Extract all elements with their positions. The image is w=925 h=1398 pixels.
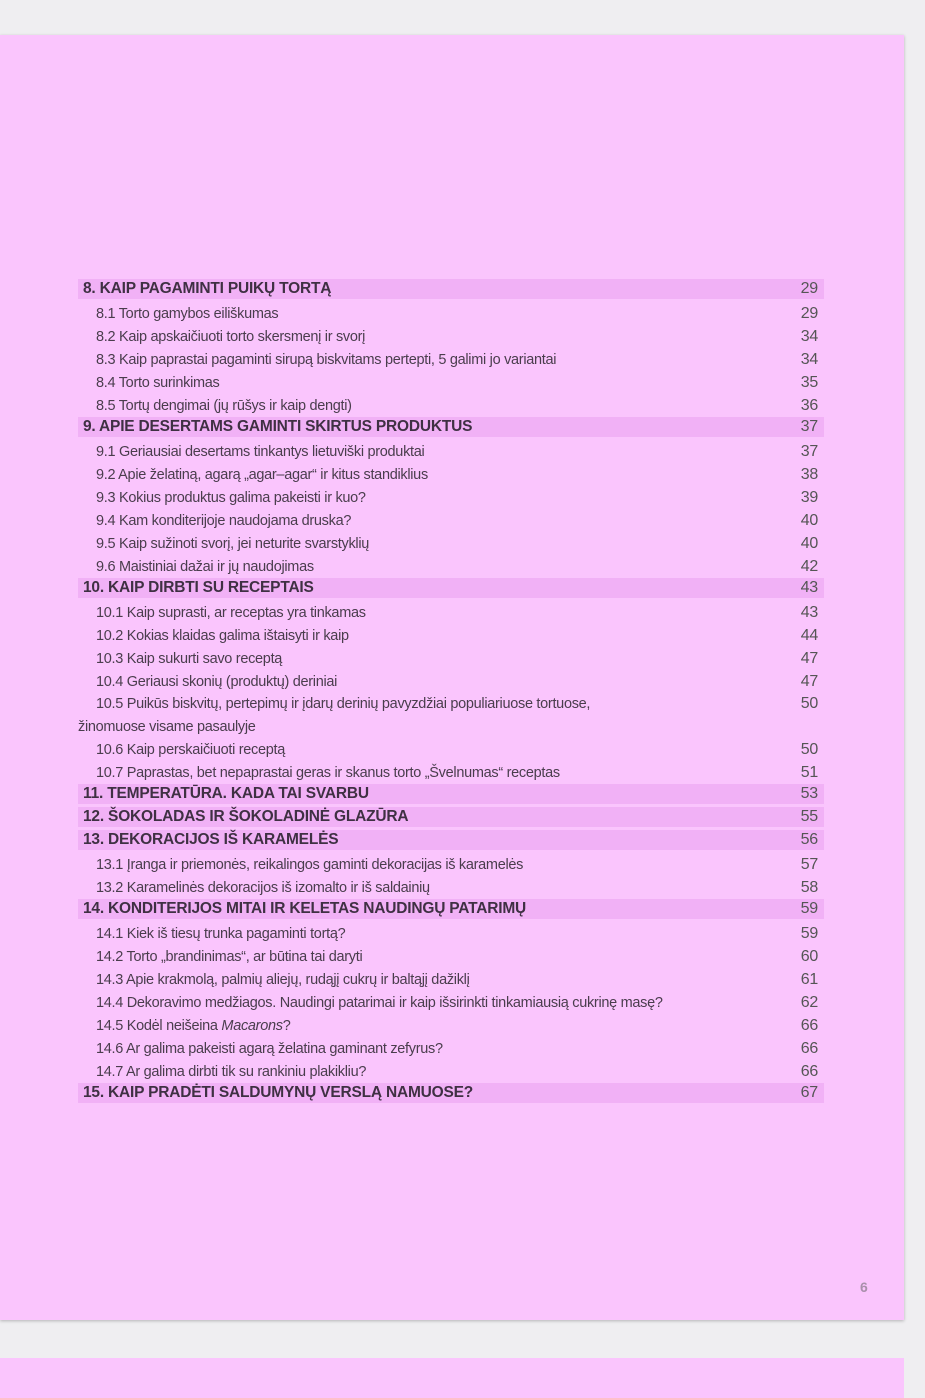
toc-page-number: 59 xyxy=(800,900,818,917)
toc-chapter-title: 8. KAIP PAGAMINTI PUIKŲ TORTĄ xyxy=(83,280,332,297)
toc-section-title: 8.1 Torto gamybos eiliškumas xyxy=(96,305,279,322)
toc-section-title: 13.2 Karamelinės dekoracijos iš izomalto ir iš saldainių xyxy=(96,879,430,896)
toc-section-title: 10.7 Paprastas, bet nepaprastai geras ir skanus torto „Švelnumas“ receptas xyxy=(96,764,560,781)
toc-chapter-row[interactable] xyxy=(78,1083,824,1103)
toc-page-number: 43 xyxy=(800,579,818,596)
toc-section-row[interactable] xyxy=(78,486,824,509)
toc-chapter-title: 9. APIE DESERTAMS GAMINTI SKIRTUS PRODUKTUS xyxy=(83,418,473,435)
toc-chapter-title: 14. KONDITERIJOS MITAI IR KELETAS NAUDINGŲ PATARIMŲ xyxy=(83,900,527,917)
toc-section-row[interactable] xyxy=(78,440,824,463)
toc-page-number: 37 xyxy=(800,442,818,460)
toc-section-row[interactable] xyxy=(78,601,824,624)
toc-page-number: 40 xyxy=(800,534,818,552)
toc-section-title: 9.3 Kokius produktus galima pakeisti ir kuo? xyxy=(96,489,366,506)
toc-section-title: 9.2 Apie želatiną, agarą „agar–agar“ ir kitus standiklius xyxy=(96,466,428,483)
next-page-edge xyxy=(0,1358,904,1398)
toc-page-number: 35 xyxy=(800,373,818,391)
toc-section-row[interactable] xyxy=(78,968,824,991)
toc-section-row[interactable] xyxy=(78,922,824,945)
toc-section-title: 10.2 Kokias klaidas galima ištaisyti ir kaip xyxy=(96,627,349,644)
toc-section-title: 10.6 Kaip perskaičiuoti receptą xyxy=(96,741,285,758)
table-of-contents xyxy=(78,279,824,1106)
toc-page-number: 50 xyxy=(800,740,818,758)
toc-page-number: 43 xyxy=(800,603,818,621)
toc-page-number: 66 xyxy=(800,1062,818,1080)
toc-section-row[interactable] xyxy=(78,463,824,486)
toc-section-title: 8.2 Kaip apskaičiuoti torto skersmenį ir svorį xyxy=(96,328,366,345)
toc-chapter-title: 12. ŠOKOLADAS IR ŠOKOLADINĖ GLAZŪRA xyxy=(83,808,409,825)
toc-page-number: 34 xyxy=(800,327,818,345)
toc-page-number: 34 xyxy=(800,350,818,368)
toc-section-row[interactable] xyxy=(78,693,824,738)
toc-page-number: 67 xyxy=(800,1084,818,1101)
toc-section-row[interactable] xyxy=(78,325,824,348)
toc-section-row[interactable] xyxy=(78,532,824,555)
toc-chapter-title: 10. KAIP DIRBTI SU RECEPTAIS xyxy=(83,579,314,596)
toc-page-number: 40 xyxy=(800,511,818,529)
toc-page-number: 38 xyxy=(800,465,818,483)
toc-section-row[interactable] xyxy=(78,738,824,761)
toc-page-number: 61 xyxy=(800,970,818,988)
toc-chapter-row[interactable] xyxy=(78,899,824,919)
toc-page-number: 29 xyxy=(800,280,818,297)
toc-page-number: 55 xyxy=(800,808,818,825)
toc-section-row[interactable] xyxy=(78,761,824,784)
toc-section-title: 8.5 Tortų dengimai (jų rūšys ir kaip dengti) xyxy=(96,397,352,414)
toc-section-row[interactable] xyxy=(78,647,824,670)
toc-section-row[interactable] xyxy=(78,394,824,417)
toc-chapter-title: 11. TEMPERATŪRA. KADA TAI SVARBU xyxy=(83,785,369,802)
toc-section-row[interactable] xyxy=(78,991,824,1014)
toc-page-number: 66 xyxy=(800,1016,818,1034)
toc-section-title: 14.2 Torto „brandinimas“, ar būtina tai daryti xyxy=(96,948,363,965)
toc-section-title xyxy=(78,693,798,738)
toc-section-title: 9.1 Geriausiai desertams tinkantys lietuviški produktai xyxy=(96,443,425,460)
toc-chapter-row[interactable] xyxy=(78,578,824,598)
toc-page-number: 47 xyxy=(800,649,818,667)
toc-section-row[interactable] xyxy=(78,876,824,899)
toc-section-row[interactable] xyxy=(78,1014,824,1037)
toc-section-title: 10.3 Kaip sukurti savo receptą xyxy=(96,650,283,667)
toc-page-number: 66 xyxy=(800,1039,818,1057)
toc-section-title: 13.1 Įranga ir priemonės, reikalingos gaminti dekoracijas iš karamelės xyxy=(96,856,524,873)
toc-chapter-row[interactable] xyxy=(78,807,824,827)
toc-page-number: 29 xyxy=(800,304,818,322)
toc-page-number: 47 xyxy=(800,672,818,690)
toc-page-number: 62 xyxy=(800,993,818,1011)
toc-section-title: 14.7 Ar galima dirbti tik su rankiniu plakikliu? xyxy=(96,1063,367,1080)
toc-section-title: 10.1 Kaip suprasti, ar receptas yra tinkamas xyxy=(96,604,366,621)
toc-section-title-line1: 10.5 Puikūs biskvitų, pertepimų ir įdarų derinių pavyzdžiai populiariuose tortuose, xyxy=(96,696,591,712)
toc-page-number: 58 xyxy=(800,878,818,896)
toc-section-row[interactable] xyxy=(78,670,824,693)
toc-section-row[interactable] xyxy=(78,555,824,578)
toc-section-row[interactable] xyxy=(78,371,824,394)
toc-page-number: 56 xyxy=(800,831,818,848)
toc-italic-term: Macarons xyxy=(221,1017,283,1034)
toc-section-title-line2: žinomuose visame pasaulyje xyxy=(78,718,256,735)
toc-page-number: 60 xyxy=(800,947,818,965)
toc-page-number: 36 xyxy=(800,396,818,414)
toc-page-number: 39 xyxy=(800,488,818,506)
toc-chapter-row[interactable] xyxy=(78,417,824,437)
toc-page-number: 59 xyxy=(800,924,818,942)
toc-section-title: 10.4 Geriausi skonių (produktų) deriniai xyxy=(96,673,338,690)
toc-section-title: 14.5 Kodėl neišeina Macarons? xyxy=(96,1017,291,1034)
toc-section-row[interactable] xyxy=(78,509,824,532)
toc-section-row[interactable] xyxy=(78,945,824,968)
toc-page-number: 51 xyxy=(800,763,818,781)
toc-chapter-title: 15. KAIP PRADĖTI SALDUMYNŲ VERSLĄ NAMUOSE? xyxy=(83,1084,474,1101)
toc-section-row[interactable] xyxy=(78,348,824,371)
toc-chapter-row[interactable] xyxy=(78,279,824,299)
toc-page-number: 50 xyxy=(800,695,818,712)
toc-section-title: 14.1 Kiek iš tiesų trunka pagaminti tortą? xyxy=(96,925,346,942)
toc-section-row[interactable] xyxy=(78,1060,824,1083)
toc-page-number: 57 xyxy=(800,855,818,873)
toc-chapter-title: 13. DEKORACIJOS IŠ KARAMELĖS xyxy=(83,831,339,848)
toc-section-title: 8.3 Kaip paprastai pagaminti sirupą biskvitams pertepti, 5 galimi jo variantai xyxy=(96,351,557,368)
page-number: 6 xyxy=(860,1279,868,1295)
toc-chapter-row[interactable] xyxy=(78,784,824,804)
toc-section-title: 14.6 Ar galima pakeisti agarą želatina gaminant zefyrus? xyxy=(96,1040,443,1057)
toc-section-title: 9.4 Kam konditerijoje naudojama druska? xyxy=(96,512,352,529)
toc-page-number: 37 xyxy=(800,418,818,435)
toc-chapter-row[interactable] xyxy=(78,830,824,850)
toc-section-title: 14.4 Dekoravimo medžiagos. Naudingi patarimai ir kaip išsirinkti tinkamiausią cukrinę masę? xyxy=(96,994,663,1011)
toc-section-row[interactable] xyxy=(78,302,824,325)
toc-page-number: 53 xyxy=(800,785,818,802)
toc-section-title: 14.3 Apie krakmolą, palmių aliejų, rudąjį cukrų ir baltąjį dažiklį xyxy=(96,971,470,988)
toc-section-row[interactable] xyxy=(78,624,824,647)
toc-section-title: 9.5 Kaip sužinoti svorį, jei neturite svarstyklių xyxy=(96,535,370,552)
toc-section-title: 9.6 Maistiniai dažai ir jų naudojimas xyxy=(96,558,314,575)
toc-section-row[interactable] xyxy=(78,1037,824,1060)
toc-page-number: 44 xyxy=(800,626,818,644)
toc-page-number: 42 xyxy=(800,557,818,575)
toc-section-title: 8.4 Torto surinkimas xyxy=(96,374,220,391)
toc-section-row[interactable] xyxy=(78,853,824,876)
